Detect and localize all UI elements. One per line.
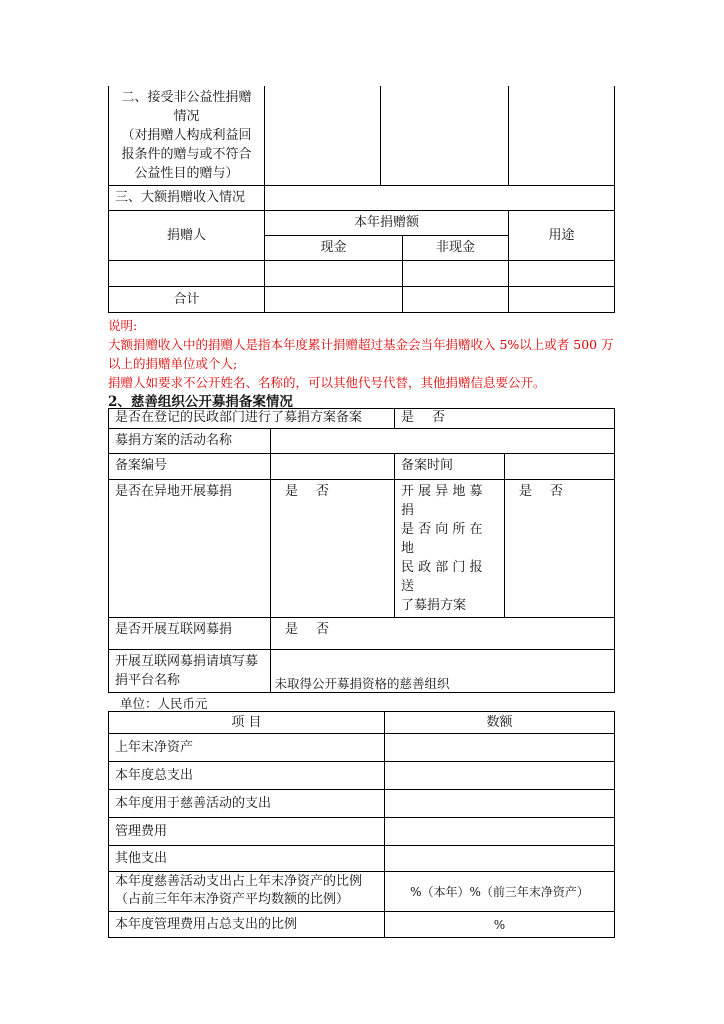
table-caption: 未取得公开募捐资格的慈善组织 [274,676,450,691]
mgmt-ratio-value: % [385,912,615,938]
table-row [109,734,615,762]
donor-header: 捐赠人 [109,211,265,261]
yes-option: 是 [285,484,299,499]
table-row [109,454,615,480]
cell [385,790,615,818]
cash-header: 现金 [265,236,403,261]
no-option: 否 [550,484,564,499]
other-report-label: 开 展 异 地 募 捐 是 否 向 所 在 地 民 政 部 门 报 送 了募捐方案 [395,480,505,618]
time-label: 备案时间 [395,454,505,480]
cell [509,261,615,287]
cell [509,86,615,186]
table-row [109,211,615,236]
cell [265,86,381,186]
table-row [109,86,615,186]
table-row [109,846,615,872]
cell [505,454,615,480]
nonpublic-donation-label: 二、接受非公益性捐赠 情况 （对捐赠人构成利益回 报条件的赠与或不符合 公益性目的赠与） [109,86,265,186]
ratio-label: 本年度慈善活动支出占上年末净资产的比例 （占前三年年末净资产平均数额的比例） [109,872,385,912]
cell [271,429,615,454]
amount-header: 数额 [385,712,615,734]
table-row [109,480,615,618]
notes-line: 大额捐赠收入中的捐赠人是指本年度累计捐赠超过基金会当年捐赠收入 5%以上或者 500 万 [108,337,614,352]
no-option: 否 [316,622,330,637]
internet-yes-no [271,618,615,650]
cell [403,261,509,287]
cell [509,287,615,313]
cell [109,261,265,287]
filed-yes-no [395,409,615,429]
mgmt-ratio-label: 本年度管理费用占总支出的比例 [109,912,385,938]
ratio-value: %（本年）%（前三年末净资产） [385,872,615,912]
cell [271,454,395,480]
cell [265,287,403,313]
total-label: 合计 [109,287,265,313]
table-row [109,261,615,287]
section-title: 2、慈善组织公开募捐备案情况 [108,394,293,410]
notes-line: 以上的捐赠单位或个人; [108,356,238,371]
yes-option: 是 [285,622,299,637]
fundraising-table [108,408,615,693]
internet-label: 是否开展互联网募捐 [109,618,271,650]
table-row [109,429,615,454]
table-row [109,618,615,650]
table-row [109,762,615,790]
cell [381,86,509,186]
filed-label: 是否在登记的民政部门进行了募捐方案备案 [109,409,395,429]
cell [385,762,615,790]
number-label: 备案编号 [109,454,271,480]
table-row [109,186,615,211]
yes-option: 是 [401,410,415,425]
notes [108,316,618,392]
cell [385,846,615,872]
table-row [109,818,615,846]
yes-option: 是 [519,484,533,499]
item-header: 项 目 [109,712,385,734]
charity-finance-table [108,711,615,938]
other-place-yes-no [271,480,395,618]
unit-label: 单位：人民币元 [120,696,208,711]
donation-table [108,86,615,313]
large-donation-label: 三、大额捐赠收入情况 [109,186,265,211]
amount-header: 本年捐赠额 [265,211,509,236]
cell [265,186,615,211]
cell [265,261,403,287]
notes-line: 捐赠人如要求不公开姓名、名称的，可以其他代号代替，其他捐赠信息要公开。 [108,375,546,390]
table-row [109,287,615,313]
table-row [109,409,615,429]
table-row [109,712,615,734]
row-label: 其他支出 [109,846,385,872]
cell [403,287,509,313]
row-label: 上年末净资产 [109,734,385,762]
row-label: 管理费用 [109,818,385,846]
cell [385,818,615,846]
noncash-header: 非现金 [403,236,509,261]
use-header: 用途 [509,211,615,261]
row-label: 本年度用于慈善活动的支出 [109,790,385,818]
activity-label: 募捐方案的活动名称 [109,429,271,454]
other-place-label: 是否在异地开展募捐 [109,480,271,618]
other-report-yes-no [505,480,615,618]
notes-title: 说明: [108,318,138,333]
table-row [109,872,615,912]
no-option: 否 [316,484,330,499]
platform-label: 开展互联网募捐请填写募 捐平台名称 [109,650,271,693]
cell [385,734,615,762]
row-label: 本年度总支出 [109,762,385,790]
no-option: 否 [432,410,446,425]
table-row [109,790,615,818]
table-row [109,912,615,938]
